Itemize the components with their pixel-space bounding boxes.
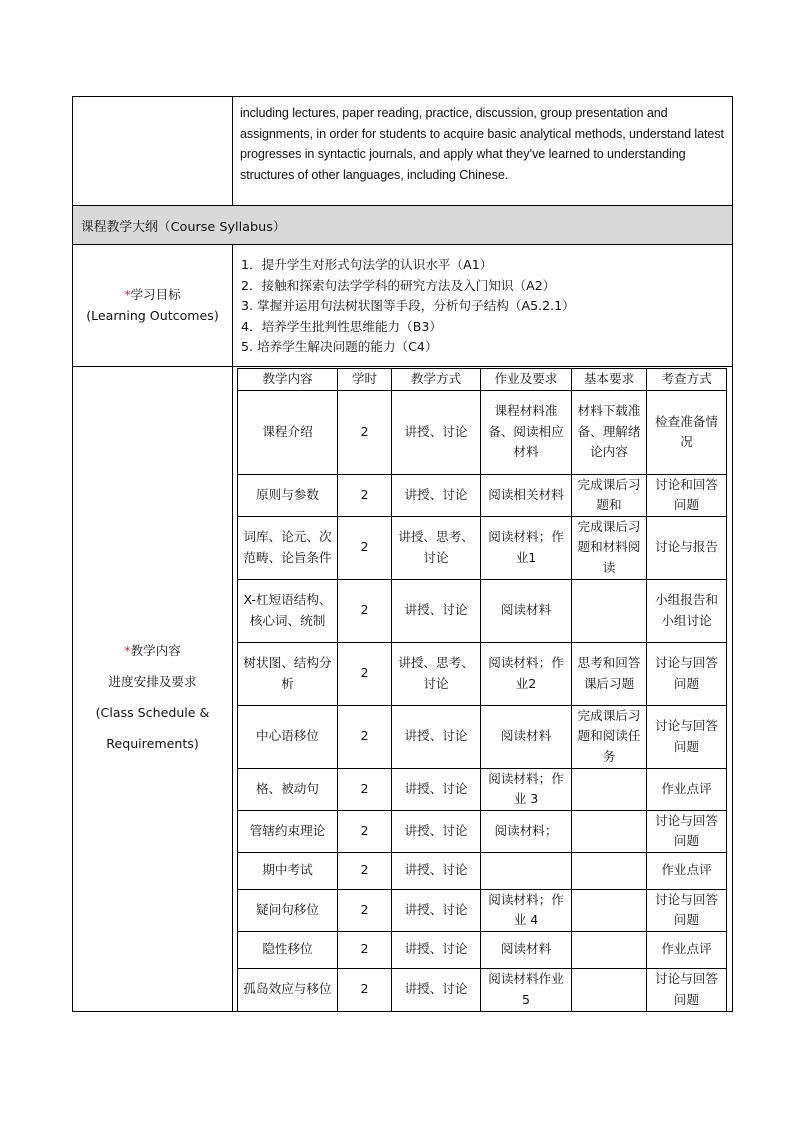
cell-requirements	[572, 810, 647, 852]
cell-assessment: 作业点评	[647, 852, 727, 889]
table-row	[238, 474, 727, 516]
table-row	[238, 642, 727, 705]
required-marker: *	[124, 643, 131, 658]
cell-hours: 2	[338, 516, 392, 579]
cell-assignments: 阅读材料；作业2	[481, 642, 572, 705]
cell-method: 讲授、思考、讨论	[392, 516, 481, 579]
learning-outcome-item: 3. 掌握并运用句法树状图等手段，分析句子结构（A5.2.1）	[241, 298, 575, 313]
table-row	[238, 516, 727, 579]
cell-requirements	[572, 852, 647, 889]
cell-hours: 2	[338, 579, 392, 642]
cell-assignments: 阅读材料	[481, 705, 572, 768]
course-info-table	[72, 96, 733, 1012]
learning-outcome-item: 4．培养学生批判性思维能力（B3）	[241, 318, 442, 334]
learning-outcomes-list	[241, 255, 575, 358]
cell-hours: 2	[338, 889, 392, 931]
header-requirements: 基本要求	[572, 369, 647, 391]
header-method: 教学方式	[392, 369, 481, 391]
learning-outcome-item: 1．提升学生对形式句法学的认识水平（A1）	[241, 257, 493, 272]
course-description-text: including lectures, paper reading, practice, discussion, group presentation and assignments, in order for students to acquire basic analytical methods, understand latest progresses in syntactic journals, and apply what they’ve learned to understanding structures of other languages, including Chinese.	[240, 106, 724, 182]
class-schedule-label-line4: Requirements)	[106, 736, 199, 751]
cell-hours: 2	[338, 931, 392, 968]
cell-assignments: 阅读材料作业 5	[481, 968, 572, 1011]
cell-assignments: 课程材料准备、阅读相应材料	[481, 390, 572, 474]
learning-outcome-item: 5. 培养学生解决问题的能力（C4）	[241, 339, 438, 354]
cell-assessment: 作业点评	[647, 768, 727, 810]
table-row	[238, 852, 727, 889]
learning-outcome-item: 2．接触和探索句法学学科的研究方法及入门知识（A2）	[241, 277, 556, 293]
learning-outcomes-label	[73, 284, 232, 326]
class-schedule-label-line3: (Class Schedule &	[95, 705, 210, 720]
cell-requirements: 完成课后习题和材料阅读	[572, 516, 647, 579]
cell-method: 讲授、讨论	[392, 705, 481, 768]
cell-requirements: 完成课后习题和	[572, 474, 647, 516]
cell-hours: 2	[338, 705, 392, 768]
cell-requirements	[572, 579, 647, 642]
cell-assignments: 阅读材料；作业 3	[481, 768, 572, 810]
cell-content: 疑问句移位	[238, 889, 338, 931]
cell-method: 讲授、讨论	[392, 931, 481, 968]
cell-content: 原则与参数	[238, 474, 338, 516]
cell-assessment: 讨论与回答问题	[647, 642, 727, 705]
cell-hours: 2	[338, 474, 392, 516]
cell-requirements	[572, 889, 647, 931]
cell-hours: 2	[338, 390, 392, 474]
cell-content: 孤岛效应与移位	[238, 968, 338, 1011]
header-assignments: 作业及要求	[481, 369, 572, 391]
cell-content: 课程介绍	[238, 390, 338, 474]
cell-requirements	[572, 968, 647, 1011]
class-schedule-label-line1: 教学内容	[130, 643, 181, 658]
cell-assessment: 讨论与报告	[647, 516, 727, 579]
cell-method: 讲授、讨论	[392, 768, 481, 810]
class-schedule-label-line2: 进度安排及要求	[108, 674, 197, 689]
cell-hours: 2	[338, 968, 392, 1011]
cell-content: 管辖约束理论	[238, 810, 338, 852]
cell-method: 讲授、讨论	[392, 889, 481, 931]
cell-content: 词库、论元、次范畴、论旨条件	[238, 516, 338, 579]
table-row	[238, 931, 727, 968]
cell-assignments: 阅读材料；作业 4	[481, 889, 572, 931]
cell-content: 隐性移位	[238, 931, 338, 968]
schedule-header-row	[238, 369, 727, 391]
cell-assessment: 讨论与回答问题	[647, 968, 727, 1011]
cell-method: 讲授、讨论	[392, 579, 481, 642]
syllabus-title: 课程教学大纲（Course Syllabus）	[81, 220, 286, 235]
cell-method: 讲授、讨论	[392, 474, 481, 516]
cell-content: 格、被动句	[238, 768, 338, 810]
label-column-divider	[232, 244, 233, 1012]
table-row	[238, 889, 727, 931]
table-row	[238, 390, 727, 474]
cell-requirements	[572, 768, 647, 810]
cell-requirements: 材料下载准备、理解绪论内容	[572, 390, 647, 474]
table-row	[238, 705, 727, 768]
cell-assessment: 检查准备情况	[647, 390, 727, 474]
cell-assessment: 讨论与回答问题	[647, 889, 727, 931]
class-schedule-label	[73, 635, 232, 759]
table-row	[238, 768, 727, 810]
cell-requirements: 完成课后习题和阅读任务	[572, 705, 647, 768]
syllabus-section-header	[73, 206, 732, 244]
cell-hours: 2	[338, 852, 392, 889]
cell-requirements: 思考和回答课后习题	[572, 642, 647, 705]
cell-content: 期中考试	[238, 852, 338, 889]
cell-method: 讲授、讨论	[392, 968, 481, 1011]
header-hours: 学时	[338, 369, 392, 391]
cell-assessment: 讨论和回答问题	[647, 474, 727, 516]
cell-content: 树状图、结构分析	[238, 642, 338, 705]
cell-method: 讲授、讨论	[392, 390, 481, 474]
table-row	[238, 810, 727, 852]
cell-content: 中心语移位	[238, 705, 338, 768]
cell-assignments: 阅读材料；作业1	[481, 516, 572, 579]
row-divider	[73, 244, 732, 245]
cell-requirements	[572, 931, 647, 968]
cell-assignments: 阅读材料	[481, 931, 572, 968]
row-divider	[73, 366, 732, 367]
learning-outcomes-label-en: (Learning Outcomes)	[86, 308, 219, 323]
cell-assessment: 作业点评	[647, 931, 727, 968]
header-assessment: 考查方式	[647, 369, 727, 391]
cell-method: 讲授、讨论	[392, 810, 481, 852]
table-row	[238, 579, 727, 642]
learning-outcomes-label-cn: 学习目标	[130, 287, 181, 302]
cell-assignments: 阅读材料；	[481, 810, 572, 852]
cell-method: 讲授、讨论	[392, 852, 481, 889]
cell-assessment: 小组报告和小组讨论	[647, 579, 727, 642]
cell-assignments: 阅读材料	[481, 579, 572, 642]
label-column-divider	[232, 97, 233, 205]
cell-hours: 2	[338, 810, 392, 852]
cell-assessment: 讨论与回答问题	[647, 810, 727, 852]
cell-assignments: 阅读相关材料	[481, 474, 572, 516]
cell-method: 讲授、思考、讨论	[392, 642, 481, 705]
cell-assignments	[481, 852, 572, 889]
cell-hours: 2	[338, 642, 392, 705]
required-marker: *	[124, 287, 131, 302]
table-row	[238, 968, 727, 1011]
header-content: 教学内容	[238, 369, 338, 391]
cell-content: X-杠短语结构、核心词、统制	[238, 579, 338, 642]
class-schedule-table	[237, 368, 727, 1012]
cell-hours: 2	[338, 768, 392, 810]
cell-assessment: 讨论与回答问题	[647, 705, 727, 768]
